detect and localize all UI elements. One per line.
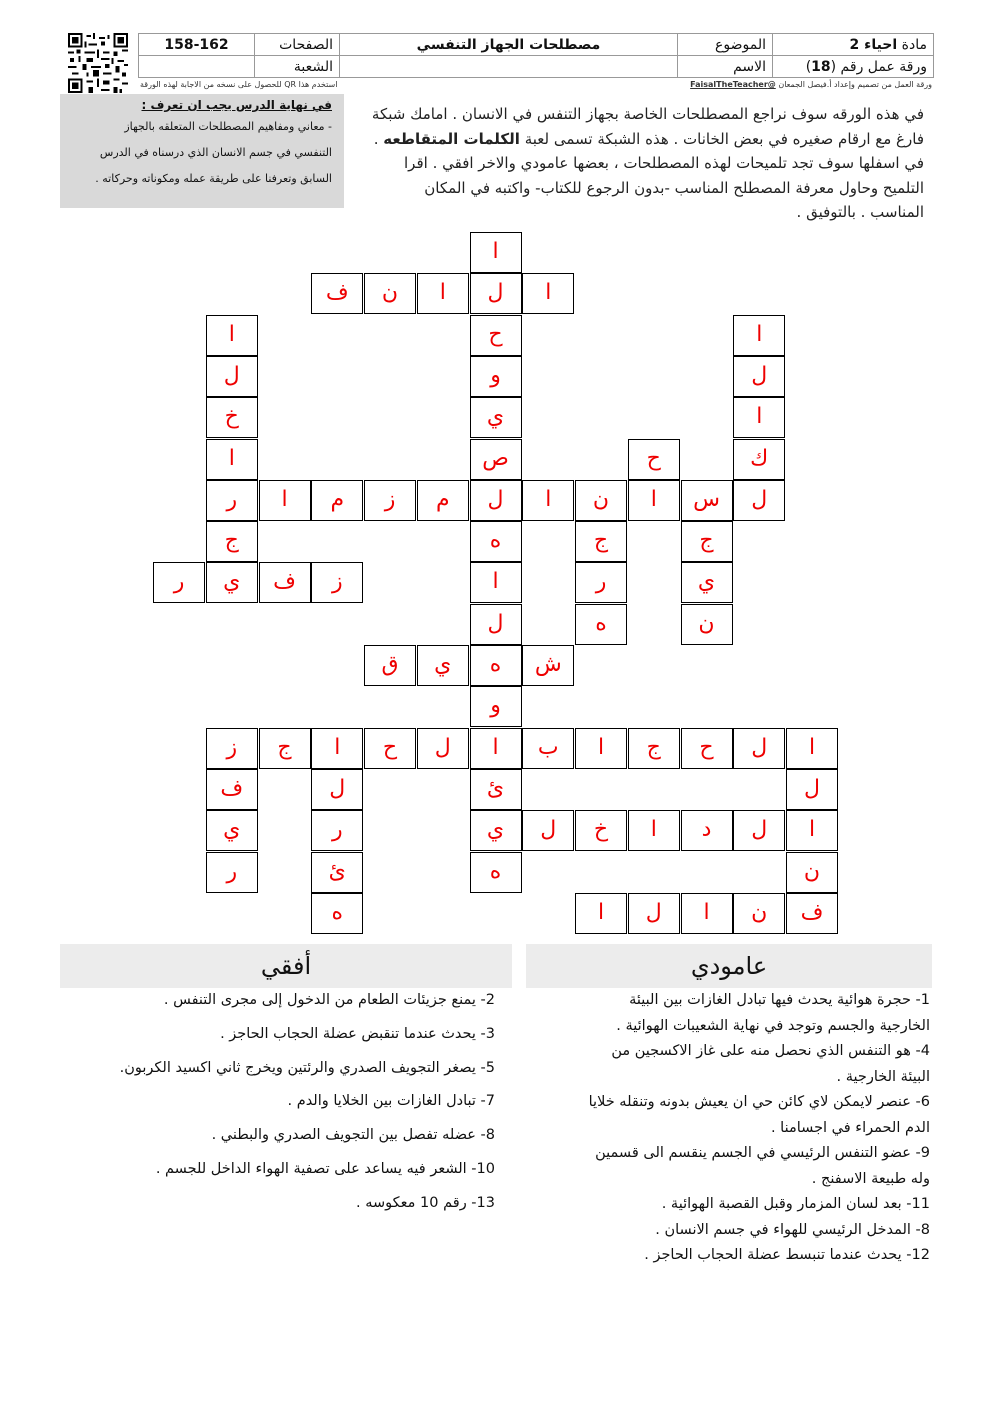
- subject-label: مادة: [901, 36, 927, 53]
- crossword-cell[interactable]: ن: [681, 604, 733, 645]
- subject-value: احياء 2: [849, 36, 898, 53]
- crossword-cell[interactable]: ل: [628, 893, 680, 934]
- clue-item: 8- المدخل الرئيسي للهواء في جسم الانسان .: [655, 1221, 930, 1238]
- crossword-cell[interactable]: ا: [575, 893, 627, 934]
- worksheet-close: ): [805, 58, 812, 75]
- clue-item: 9- عضو التنفس الرئيسي في الجسم ينقسم الى قسمين: [595, 1145, 930, 1161]
- topic-label: الموضوع: [678, 34, 773, 56]
- crossword-cell[interactable]: ا: [259, 480, 311, 521]
- crossword-cell[interactable]: ص: [470, 439, 522, 480]
- intro-text: في هذه الورقه سوف نراجع المصطلحات الخاصة بجهاز التنفس في الانسان . امامك شبكة فارغ مع ارقام صغيره في بعض الخانات . هذه الشبكة تسمى لعبة: [371, 105, 924, 148]
- crossword-cell[interactable]: ح: [681, 728, 733, 769]
- crossword-cell[interactable]: ي: [206, 562, 258, 603]
- crossword-cell[interactable]: ا: [206, 439, 258, 480]
- clue-item: الدم الحمراء في اجسامنا .: [770, 1119, 930, 1136]
- crossword-cell[interactable]: ل: [522, 810, 574, 851]
- crossword-cell[interactable]: ل: [786, 769, 838, 810]
- crossword-cell[interactable]: ا: [311, 728, 363, 769]
- horizontal-clues: [55, 984, 495, 1221]
- author-handle: @FaisalTheTeacher: [690, 80, 776, 89]
- crossword-cell[interactable]: ن: [364, 273, 416, 314]
- goals-title: في نهاية الدرس يجب ان تعرف :: [141, 98, 332, 112]
- crossword-cell[interactable]: ا: [575, 728, 627, 769]
- crossword-cell[interactable]: ا: [628, 480, 680, 521]
- crossword-cell[interactable]: ف: [786, 893, 838, 934]
- crossword-cell[interactable]: خ: [206, 397, 258, 438]
- vertical-clues: [530, 988, 930, 1269]
- section-label: الشعبة: [255, 56, 340, 78]
- crossword-cell[interactable]: ل: [733, 810, 785, 851]
- crossword-cell[interactable]: ا: [628, 810, 680, 851]
- crossword-cell[interactable]: ا: [681, 893, 733, 934]
- crossword-cell[interactable]: ج: [206, 521, 258, 562]
- clue-item: 1- حجرة هوائية يحدث فيها تبادل الغازات بين البيئة: [629, 992, 930, 1008]
- crossword-cell[interactable]: ه: [470, 852, 522, 893]
- clue-item: الخارجية والجسم وتوجد في نهاية الشعيبات الهوائية .: [616, 1017, 930, 1034]
- crossword-cell[interactable]: م: [417, 480, 469, 521]
- clue-item: 12- يحدث عندما تنبسط عضلة الحجاب الحاجز .: [644, 1247, 930, 1263]
- name-label: الاسم: [678, 56, 773, 78]
- goals-line: التنفسي في جسم الانسان الذي درسناه في الدرس: [99, 146, 332, 159]
- intro-text-2: . في اسفلها سوف تجد تلميحات لهذه المصطلحات ، بعضها عامودي والاخر افقي . اقرا التلميح وحاول معرفة المصطلح المناسب -بدون الرجوع للكتاب- واكتبه في المكان المناسب . بالتوفيق .: [373, 129, 924, 221]
- crossword-cell[interactable]: ج: [628, 728, 680, 769]
- crossword-cell[interactable]: و: [470, 356, 522, 397]
- crossword-cell[interactable]: ش: [522, 645, 574, 686]
- crossword-cell[interactable]: ر: [206, 480, 258, 521]
- crossword-cell[interactable]: ل: [733, 480, 785, 521]
- crossword-cell[interactable]: ا: [733, 315, 785, 356]
- crossword-cell[interactable]: ل: [733, 728, 785, 769]
- crossword-cell[interactable]: ل: [733, 356, 785, 397]
- crossword-cell[interactable]: ج: [259, 728, 311, 769]
- crossword-cell[interactable]: ف: [311, 273, 363, 314]
- crossword-cell[interactable]: ئ: [470, 769, 522, 810]
- crossword-cell[interactable]: ر: [311, 810, 363, 851]
- crossword-cell[interactable]: ي: [470, 397, 522, 438]
- crossword-cell[interactable]: ب: [522, 728, 574, 769]
- crossword-cell[interactable]: ي: [470, 810, 522, 851]
- crossword-cell[interactable]: ا: [470, 232, 522, 273]
- crossword-cell[interactable]: ا: [470, 562, 522, 603]
- worksheet-label: ورقة عمل رقم (: [830, 58, 927, 75]
- qr-credit: استخدم هذا QR للحصول على نسخه من الاجابة لهذه الورقة: [140, 80, 338, 89]
- horizontal-title: أفقي: [60, 944, 512, 988]
- crossword-cell[interactable]: ل: [206, 356, 258, 397]
- crossword-cell[interactable]: ن: [733, 893, 785, 934]
- crossword-cell[interactable]: ح: [364, 728, 416, 769]
- pages-label: الصفحات: [255, 34, 340, 56]
- crossword-cell[interactable]: ه: [311, 893, 363, 934]
- crossword-cell[interactable]: ج: [681, 521, 733, 562]
- clue-item: 6- عنصر لايمكن لاي كائن حي ان يعيش بدونه وتنقله خلايا: [588, 1094, 930, 1110]
- crossword-cell[interactable]: ن: [575, 480, 627, 521]
- clue-item: 4- هو التنفس الذي نحصل منه على غاز الاكسجين من: [611, 1043, 930, 1059]
- crossword-cell[interactable]: ل: [470, 604, 522, 645]
- topic-value: مصطلحات الجهاز التنفسي: [340, 34, 678, 56]
- crossword-cell[interactable]: ل: [417, 728, 469, 769]
- goals-line: السابق وتعرفنا على طريقة عمله ومكوناته وحركاته .: [95, 172, 332, 185]
- crossword-cell[interactable]: ل: [470, 273, 522, 314]
- intro-bold: الكلمات المتقاطعه: [383, 129, 520, 148]
- crossword-cell[interactable]: ح: [628, 439, 680, 480]
- crossword-cell[interactable]: ف: [259, 562, 311, 603]
- crossword-cell[interactable]: ا: [417, 273, 469, 314]
- crossword-cell[interactable]: ك: [733, 439, 785, 480]
- crossword-cell[interactable]: ا: [206, 315, 258, 356]
- clue-item: 8- عضله تفصل بين التجويف الصدري والبطني .: [211, 1127, 495, 1144]
- crossword-cell[interactable]: ف: [206, 769, 258, 810]
- crossword-cell[interactable]: ه: [470, 521, 522, 562]
- clue-item: البيئة الخارجية .: [836, 1068, 930, 1085]
- crossword-cell[interactable]: س: [681, 480, 733, 521]
- author-credit-text: ورقة العمل من تصميم وإعداد أ.فيصل الجمعان: [778, 80, 932, 89]
- crossword-cell[interactable]: و: [470, 686, 522, 727]
- crossword-cell[interactable]: ي: [681, 562, 733, 603]
- crossword-cell[interactable]: ه: [575, 604, 627, 645]
- crossword-cell[interactable]: ي: [417, 645, 469, 686]
- crossword-cell[interactable]: ر: [153, 562, 205, 603]
- crossword-cell[interactable]: ق: [364, 645, 416, 686]
- crossword-cell[interactable]: خ: [575, 810, 627, 851]
- crossword-cell[interactable]: ا: [522, 480, 574, 521]
- worksheet-number: 18: [811, 58, 831, 75]
- crossword-cell[interactable]: ل: [470, 480, 522, 521]
- crossword-cell[interactable]: ا: [786, 810, 838, 851]
- crossword-cell[interactable]: ز: [364, 480, 416, 521]
- crossword-cell[interactable]: ا: [786, 728, 838, 769]
- crossword-cell[interactable]: م: [311, 480, 363, 521]
- crossword-cell[interactable]: ر: [206, 852, 258, 893]
- clue-item: 7- تبادل الغازات بين الخلايا والدم .: [287, 1093, 495, 1110]
- crossword-cell[interactable]: ا: [733, 397, 785, 438]
- crossword-cell[interactable]: ي: [206, 810, 258, 851]
- clue-item: 10- الشعر فيه يساعد على تصفية الهواء الداخل للجسم .: [155, 1160, 495, 1177]
- clue-item: 3- يحدث عندما تنقبض عضلة الحجاب الحاجز .: [220, 1025, 495, 1042]
- vertical-title: عامودي: [526, 944, 932, 988]
- crossword-cell[interactable]: ا: [522, 273, 574, 314]
- crossword-cell[interactable]: ا: [470, 728, 522, 769]
- crossword-cell[interactable]: ح: [470, 315, 522, 356]
- crossword-cell[interactable]: ه: [470, 645, 522, 686]
- crossword-cell[interactable]: ج: [575, 521, 627, 562]
- clue-item: 13- رقم 10 معكوسه .: [356, 1194, 495, 1211]
- crossword-cell[interactable]: ر: [575, 562, 627, 603]
- crossword-cell[interactable]: ئ: [311, 852, 363, 893]
- crossword-cell[interactable]: د: [681, 810, 733, 851]
- crossword-cell[interactable]: ز: [311, 562, 363, 603]
- crossword-cell[interactable]: ز: [206, 728, 258, 769]
- clue-item: وله طبيعة الاسفنج .: [811, 1170, 930, 1187]
- goals-line: - معاني ومفاهيم المصطلحات المتعلقه بالجهاز: [124, 120, 332, 133]
- clue-item: 11- بعد لسان المزمار وقبل القصبة الهوائية .: [661, 1196, 930, 1212]
- clue-item: 2- يمنع جزيئات الطعام من الدخول إلى مجرى التنفس .: [163, 992, 495, 1008]
- pages-value: 158-162: [139, 34, 255, 56]
- clue-item: 5- يصغر التجويف الصدري والرئتين ويخرج ثاني اكسيد الكربون.: [119, 1059, 495, 1076]
- crossword-cell[interactable]: ن: [786, 852, 838, 893]
- crossword-cell[interactable]: ل: [311, 769, 363, 810]
